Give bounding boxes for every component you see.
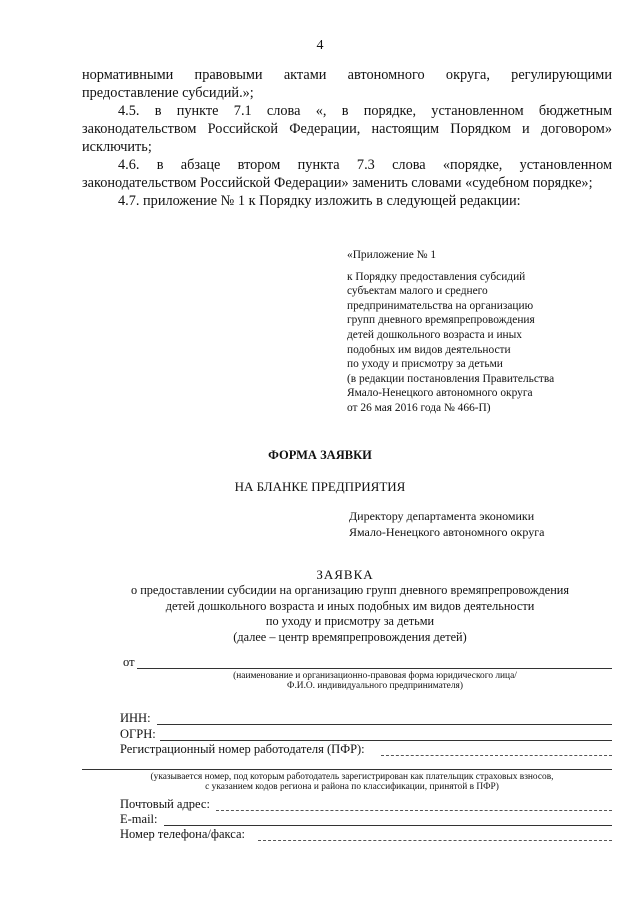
ogrn-label: ОГРН: [120,727,156,741]
from-field[interactable] [137,668,612,669]
email-field[interactable] [164,825,612,826]
ogrn-field[interactable] [160,740,612,741]
postal-field[interactable] [216,810,612,811]
application-subtitle-line: (далее – центр времяпрепровождения детей) [233,629,467,644]
from-hint-line: Ф.И.О. индивидуального предпринимателя) [287,681,463,691]
postal-label: Почтовый адрес: [120,797,210,811]
appendix-line: подобных им видов деятельности [347,343,511,356]
appendix-line: групп дневного времяпрепровождения [347,314,535,327]
pfr-hint-line: с указанием кодов региона и района по классификации, принятой в ПФР) [205,782,499,792]
paragraph-1: нормативными правовыми актами автономного округа, регулирующими предоставление субсидий.»; [82,67,612,101]
appendix-line: детей дошкольного возраста и иных [347,328,522,341]
paragraph-4: 4.7. приложение № 1 к Порядку изложить в следующей редакции: [118,193,521,209]
from-label: от [123,655,135,669]
letterhead-note: НА БЛАНКЕ ПРЕДПРИЯТИЯ [234,479,406,494]
application-subtitle [0,583,640,645]
appendix-line: по уходу и присмотру за детьми [347,358,503,371]
pfr-hint-line: (указывается номер, под которым работодатель зарегистрирован как плательщик страховых взносов, [150,772,554,782]
addressee-line: Директору департамента экономики [349,509,535,523]
application-subtitle-line: о предоставлении субсидии на организацию групп дневного времяпрепровождения [130,583,570,597]
appendix-line: Ямало-Ненецкого автономного округа [347,387,533,400]
inn-label: ИНН: [120,711,151,725]
appendix-line: к Порядку предоставления субсидий [347,270,526,283]
paragraph-2: 4.5. в пункте 7.1 слова «, в порядке, установленном бюджетным законодательством Российской Федерации, настоящим Порядком и договором» исключить; [82,103,612,155]
appendix-line: предпринимательства на организацию [347,299,534,312]
appendix-gap [347,263,617,270]
phone-field[interactable] [258,840,612,841]
inn-field[interactable] [157,724,612,725]
pfr-label: Регистрационный номер работодателя (ПФР): [120,742,365,756]
pfr-field[interactable] [381,755,612,756]
appendix-line: (в редакции постановления Правительства [347,372,555,385]
appendix-line: субъектам малого и среднего [347,285,488,298]
appendix-line: от 26 мая 2016 года № 466-П) [347,401,491,414]
pfr-hint [82,772,622,792]
from-hint [130,671,620,691]
page-number: 4 [316,38,324,53]
addressee-line: Ямало-Ненецкого автономного округа [349,525,545,539]
from-hint-line: (наименование и организационно-правовая форма юридического лица/ [233,671,517,681]
addressee-block [349,508,544,540]
application-subtitle-line: детей дошкольного возраста и иных подобных им видов деятельности [165,598,535,613]
application-subtitle-line: по уходу и присмотру за детьми [265,614,435,628]
email-label: E-mail: [120,812,158,826]
appendix-block [347,248,617,416]
body-text [82,66,612,210]
form-title: ФОРМА ЗАЯВКИ [268,448,372,462]
phone-label: Номер телефона/факса: [120,827,246,841]
pfr-field-continued[interactable] [82,769,612,770]
application-title: ЗАЯВКА [316,567,374,582]
paragraph-3: 4.6. в абзаце втором пункта 7.3 слова «порядке, установленном законодательством Российской Федерации» заменить словами «судебном порядке»; [82,157,612,191]
appendix-heading: «Приложение № 1 [347,249,437,261]
